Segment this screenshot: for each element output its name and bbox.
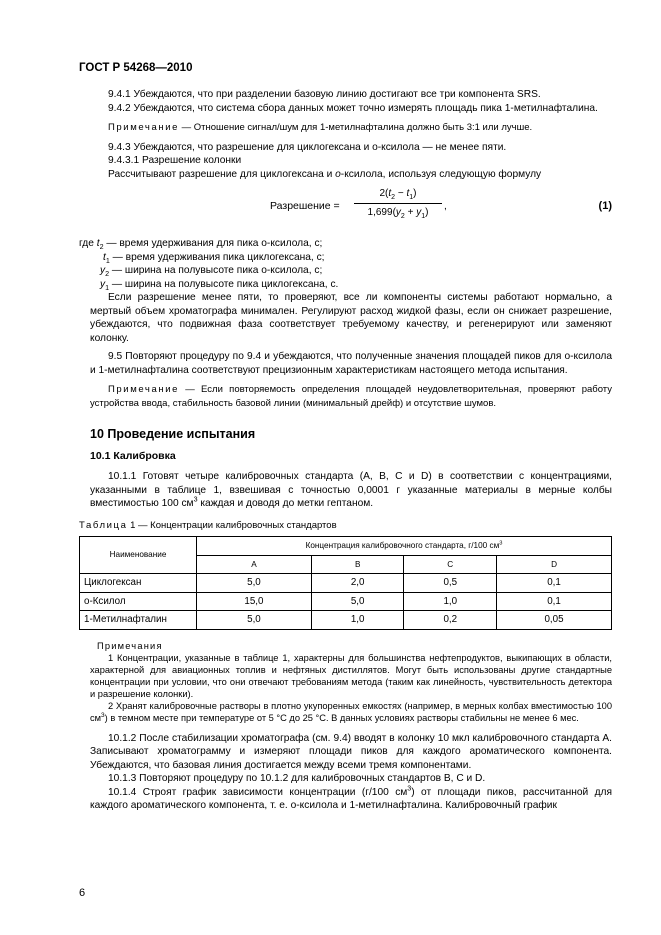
- num-t1-sub: 1: [409, 194, 414, 201]
- p1014-sup: 3: [407, 784, 412, 793]
- paragraph-9-4-1: 9.4.1 Убеждаются, что при разделении базовую линию достигают все три компонента SRS.: [108, 89, 541, 100]
- num-coef: 2: [379, 188, 386, 199]
- calibration-table: [79, 536, 612, 630]
- table-cell: 0,5: [404, 574, 497, 593]
- table-cell: 0,2: [404, 611, 497, 630]
- table-cell: 0,1: [497, 574, 612, 593]
- def-sym-t1: t: [103, 251, 106, 263]
- subsection-heading-10-1: 10.1 Калибровка: [90, 449, 176, 462]
- note-1: [90, 121, 612, 135]
- table-cell-name: 1-Метилнафталин: [80, 611, 197, 630]
- table-header-row: [80, 537, 612, 556]
- note-2-text: — Если повторяемость определения площадей неудовлетворительная, проверяют работу устройства ввода, стабильность базовой линии (минимальный дрейф) и отсутствие шумов.: [90, 384, 612, 409]
- definitions-list: [79, 237, 601, 291]
- note-2: [90, 383, 612, 410]
- table-col-b: B: [311, 555, 404, 574]
- formula-comma: ,: [444, 201, 447, 212]
- p1011-text-a: 10.1.1 Готовят четыре калибровочных стандарта (A, B, C и D) в соответствии с концентрациями, указанными в таблице 1, взвешивая с точностью 0,0001 г указанные материалы в мерные колбы вместимостью 100 см: [90, 471, 612, 509]
- paragraph-calc: [90, 168, 612, 182]
- formula-numerator: $2(t_2 - t_1)$: [354, 187, 442, 204]
- note2-sup: 3: [101, 711, 105, 719]
- den-y1-sub: 1: [421, 212, 426, 220]
- definition-row-y1: [79, 278, 601, 292]
- formula-number: (1): [598, 200, 612, 212]
- table-col-a: A: [197, 555, 312, 574]
- table-row: [80, 592, 612, 611]
- table-caption-text: 1 — Концентрации калибровочных стандартов: [127, 519, 337, 531]
- table-cell-name: Циклогексан: [80, 574, 197, 593]
- calc-text-italic: о: [335, 168, 341, 180]
- table-cell: 0,05: [497, 611, 612, 630]
- p1014-text-b: ) от площади пиков, рассчитанной для каждого ароматического компонента, т. е. о-ксилола и 1-метилнафталина. Калибровочный график: [90, 786, 612, 811]
- page-number: 6: [79, 887, 86, 899]
- table-cell: 5,0: [197, 574, 312, 593]
- notes-label: Примечания: [97, 640, 163, 651]
- table-col-d: D: [497, 555, 612, 574]
- table-header-group-text: Концентрация калибровочного стандарта, г/100 см: [305, 541, 500, 550]
- den-y1: y: [416, 206, 422, 218]
- def-sym-y2: y: [100, 265, 106, 276]
- p1011-text-b: каждая и доводя до метки гептаном.: [197, 498, 374, 509]
- note2-text-a: 2 Хранят калибровочные растворы в плотно укупоренных емкостях (например, в мерных колбах вместимостью 100 см: [90, 700, 612, 723]
- definition-row-t1: [79, 251, 601, 265]
- num-t2: t: [388, 188, 392, 199]
- def-text-t1: — время удерживания пика циклогексана, с;: [109, 251, 325, 263]
- table-row: [80, 574, 612, 593]
- page-content: [79, 88, 612, 813]
- den-y2-sub: 2: [400, 212, 405, 220]
- table-header-group: [197, 537, 612, 556]
- document-header: ГОСТ Р 54268—2010: [79, 62, 193, 74]
- num-t2-sub: 2: [391, 194, 396, 201]
- note-2-label: Примечание: [108, 384, 179, 395]
- table-cell: 5,0: [197, 611, 312, 630]
- def-text-y2: — ширина на полувысоте пика о-ксилола, с;: [109, 265, 323, 276]
- paragraph-10-1-3: 10.1.3 Повторяют процедуру по 10.1.2 для калибровочных стандартов B, C и D.: [108, 773, 486, 784]
- paragraph-10-1-1: [90, 470, 612, 511]
- den-y2: y: [395, 206, 401, 218]
- p1011-sup: 3: [193, 495, 198, 504]
- table-cell: 5,0: [311, 592, 404, 611]
- table-notes: [90, 640, 612, 724]
- formula-lhs: Разрешение =: [270, 200, 340, 212]
- def-text-t2: — время удерживания для пика о-ксилола, с;: [103, 238, 323, 249]
- paragraph-10-1-2: 10.1.2 После стабилизации хроматографа (см. 9.4) вводят в колонку 10 мкл калибровочного стандарта А. Записывают хроматограмму и измеряют площади пиков для каждого ароматического компонента. Убеждаются, что базовая линия достигается между всеми тремя компонентами.: [90, 732, 612, 771]
- paragraph-9-5: 9.5 Повторяют процедуру по 9.4 и убеждаются, что полученные значения площадей пиков для о-ксилола и 1-метилнафталина соответствуют прецизионным характеристикам настоящего метода испытания.: [90, 351, 612, 376]
- def-sym-y1: y: [100, 278, 106, 290]
- table-caption: [79, 519, 601, 533]
- table-cell: 1,0: [404, 592, 497, 611]
- table-header-group-sup: 3: [499, 540, 503, 547]
- definition-row-y2: [79, 264, 601, 278]
- def-sub-t1: 1: [105, 256, 110, 265]
- paragraph-9-4-2: 9.4.2 Убеждаются, что система сбора данных может точно измерять площадь пика 1-метилнафталина.: [108, 102, 598, 114]
- num-t1: t: [406, 188, 410, 199]
- calc-text-b: -ксилола, используя следующую формулу: [340, 168, 542, 180]
- table-header-name: Наименование: [80, 537, 197, 574]
- table-cell-name: о-Ксилол: [80, 592, 197, 611]
- den-coef: 1,699: [367, 206, 393, 218]
- def-text-y1: — ширина на полувысоте пика циклогексана, с.: [109, 278, 339, 290]
- formula-resolution: [90, 185, 612, 231]
- note-1-text: — Отношение сигнал/шум для 1-метилнафталина должно быть 3:1 или лучше.: [179, 122, 533, 133]
- note-item-1: 1 Концентрации, указанные в таблице 1, характерны для большинства нефтепродуктов, выкипающих в области, характерной для авиационных топлив и нефтяных дистиллятов. Могут быть использованы другие стандартные концентрации при условии, что они отвечают требованиям метода (таким как линейность, чувствительность детектора и разрешение колонки).: [90, 652, 612, 699]
- table-col-c: C: [404, 555, 497, 574]
- def-sym-t2: t: [96, 238, 100, 249]
- paragraph-10-1-4: [90, 786, 612, 813]
- table-cell: 2,0: [311, 574, 404, 593]
- note2-text-b: ) в темном месте при температуре от 5 °С до 25 °С. В данных условиях растворы стабильны не менее 6 мес.: [104, 712, 579, 723]
- def-sub-t2: 2: [99, 243, 104, 252]
- table-caption-label: Таблица: [79, 519, 128, 531]
- section-heading-10: 10 Проведение испытания: [90, 427, 256, 441]
- formula-fraction: [354, 187, 442, 219]
- definition-row-t2: [79, 237, 601, 251]
- definitions-where: где: [79, 238, 94, 249]
- def-sub-y1: 1: [105, 283, 110, 292]
- paragraph-if-resolution: Если разрешение менее пяти, то проверяют, все ли компоненты системы работают нормально, а мертвый объем хроматографа минимален. Регулируют расход жидкой фазы, если он снижает разрешение, убеждаются, что подвижная фаза соответствует требуемому качеству, и регенерируют или заменяют колонку.: [90, 292, 612, 344]
- table-cell: 0,1: [497, 592, 612, 611]
- calc-text-a: Рассчитывают разрешение для циклогексана и: [108, 168, 336, 180]
- paragraph-9-4-3: 9.4.3 Убеждаются, что разрешение для циклогексана и о-ксилола — не менее пяти.: [108, 141, 507, 153]
- note-item-2: [90, 700, 612, 724]
- p1014-text-a: 10.1.4 Строят график зависимости концентрации (г/100 см: [108, 786, 408, 798]
- table-row: [80, 611, 612, 630]
- table-cell: 15,0: [197, 592, 312, 611]
- formula-denominator: $1,699(y_2 + y_1)$: [367, 206, 429, 220]
- paragraph-9-4-3-1: 9.4.3.1 Разрешение колонки: [108, 155, 242, 166]
- def-sub-y2: 2: [105, 270, 110, 279]
- note-1-label: Примечание: [108, 122, 179, 133]
- table-cell: 1,0: [311, 611, 404, 630]
